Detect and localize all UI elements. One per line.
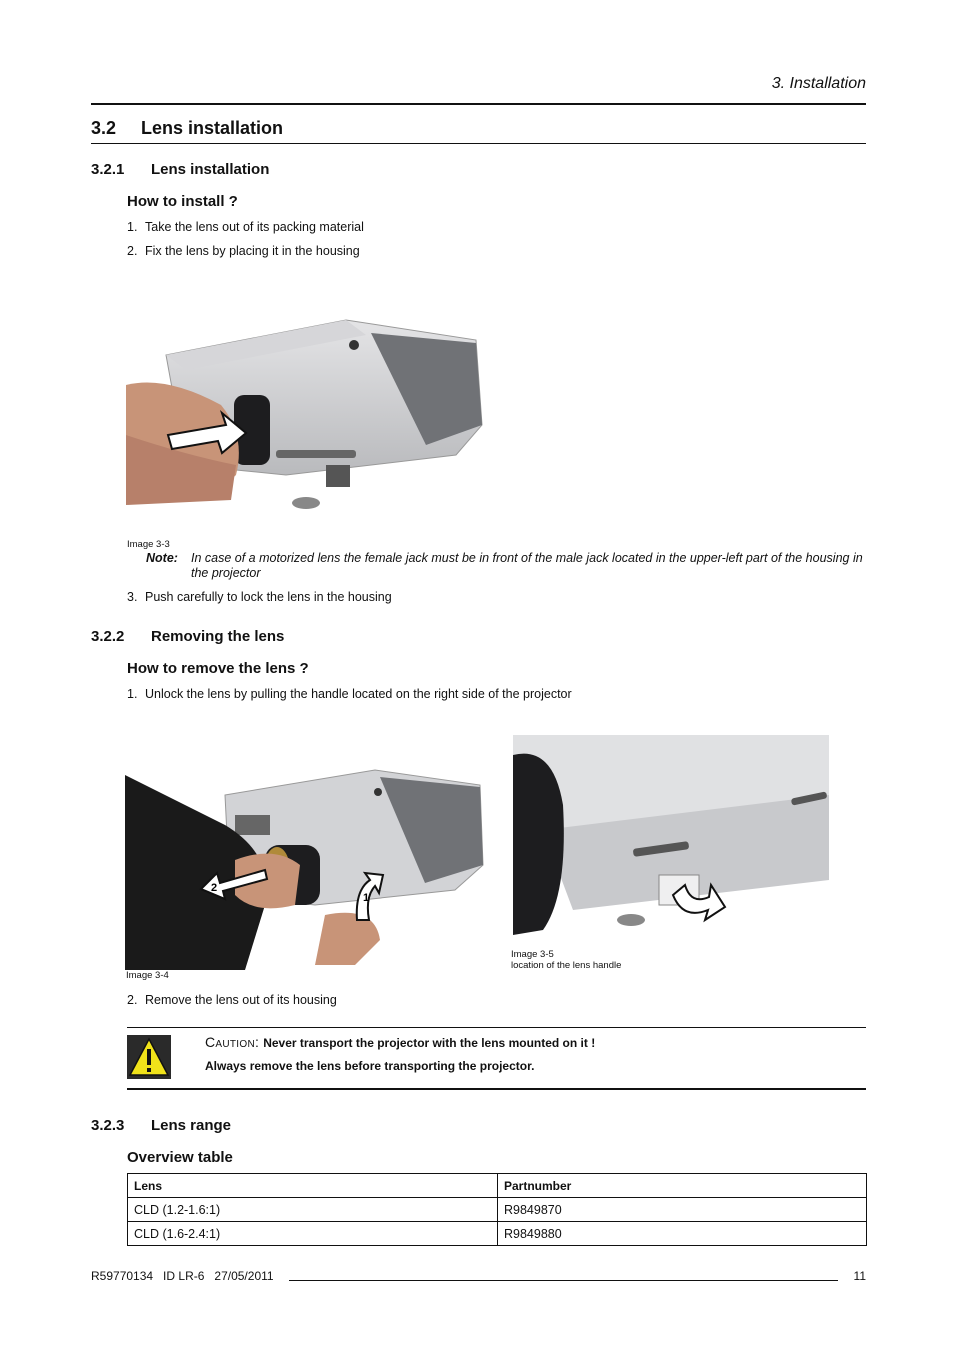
step-text: Take the lens out of its packing material	[145, 220, 364, 234]
image-3-4-lens-removal-photo	[125, 765, 485, 970]
step-text: Fix the lens by placing it in the housing	[145, 244, 360, 258]
step-number: 2.	[127, 993, 138, 1007]
table-cell-partnumber: R9849880	[498, 1222, 867, 1246]
subsection-heading-3-2-3	[91, 1117, 231, 1134]
header-rule	[91, 103, 866, 105]
image-3-3-lens-insertion-photo	[126, 315, 486, 515]
caution-line-2: Always remove the lens before transporting the projector.	[205, 1059, 535, 1073]
footer-doc-id: R59770134 ID LR-6 27/05/2011	[91, 1269, 274, 1283]
image-3-4-marker-2: 2	[211, 882, 218, 894]
subsection-heading-3-2-1	[91, 161, 269, 178]
caution-top-rule	[127, 1027, 866, 1028]
warning-icon	[127, 1035, 171, 1079]
table-header-partnumber: Partnumber	[498, 1174, 867, 1198]
section-rule	[91, 143, 866, 144]
install-step-2	[127, 244, 360, 258]
howto-install-heading: How to install ?	[127, 193, 238, 210]
remove-step-1	[127, 687, 572, 701]
step-number: 2.	[127, 244, 138, 258]
image-3-5-description: location of the lens handle	[511, 960, 622, 971]
step-text: Unlock the lens by pulling the handle located on the right side of the projector	[145, 687, 572, 701]
step-number: 3.	[127, 590, 138, 604]
image-3-3-caption: Image 3-3	[127, 539, 170, 550]
install-step-3	[127, 590, 392, 604]
caution-line-1	[205, 1034, 595, 1050]
subsection-heading-3-2-2	[91, 628, 284, 645]
table-cell-partnumber: R9849870	[498, 1198, 867, 1222]
note-block	[146, 551, 868, 581]
table-cell-lens: CLD (1.6-2.4:1)	[128, 1222, 498, 1246]
image-3-4-marker-1: 1	[363, 892, 370, 904]
running-header-chapter: 3. Installation	[771, 75, 866, 92]
page-number: 11	[853, 1269, 866, 1283]
remove-step-2	[127, 993, 337, 1007]
subsection-title: Lens installation	[151, 161, 270, 178]
image-3-4-caption: Image 3-4	[126, 970, 169, 981]
note-label: Note:	[146, 551, 178, 565]
table-header-lens: Lens	[128, 1174, 498, 1198]
step-number: 1.	[127, 687, 138, 701]
note-text: In case of a motorized lens the female jack must be in front of the male jack located in the upper-left part of the housing in the projector	[191, 551, 863, 580]
step-text: Remove the lens out of its housing	[145, 993, 337, 1007]
section-number: 3.2	[91, 118, 117, 138]
caution-label: Caution:	[205, 1034, 260, 1050]
lens-range-table	[127, 1173, 867, 1246]
section-heading	[91, 118, 283, 139]
table-cell-lens: CLD (1.2-1.6:1)	[128, 1198, 498, 1222]
caution-text-1: Never transport the projector with the lens mounted on it !	[263, 1036, 596, 1050]
table-row	[128, 1222, 867, 1246]
subsection-title: Removing the lens	[151, 628, 285, 645]
subsection-number: 3.2.1	[91, 161, 125, 178]
table-header-row	[128, 1174, 867, 1198]
footer-rule	[289, 1280, 838, 1281]
image-3-5-caption: Image 3-5	[511, 949, 554, 960]
overview-table-heading: Overview table	[127, 1149, 233, 1166]
subsection-number: 3.2.2	[91, 628, 125, 645]
howto-remove-heading: How to remove the lens ?	[127, 660, 309, 677]
section-title: Lens installation	[141, 118, 284, 138]
table-row	[128, 1198, 867, 1222]
subsection-number: 3.2.3	[91, 1117, 125, 1134]
caution-bottom-rule	[127, 1088, 866, 1090]
subsection-title: Lens range	[151, 1117, 232, 1134]
step-text: Push carefully to lock the lens in the housing	[145, 590, 392, 604]
step-number: 1.	[127, 220, 138, 234]
image-3-5-lens-handle-photo	[513, 735, 829, 940]
install-step-1	[127, 220, 364, 234]
